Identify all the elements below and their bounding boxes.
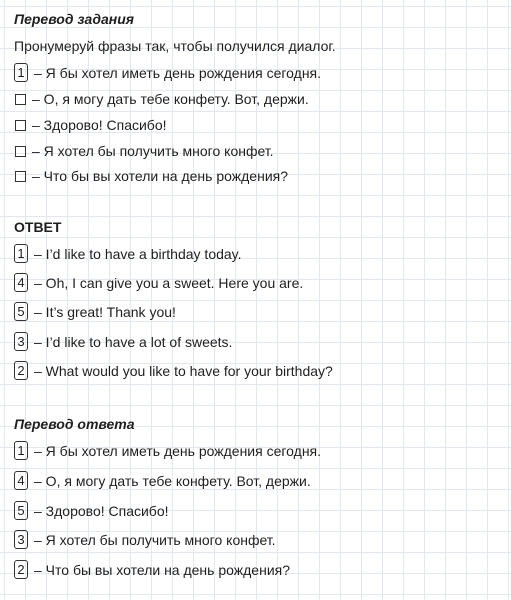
- task-line-text: – О, я могу дать тебе конфету. Вот, держи.: [32, 91, 309, 107]
- translation-line-4: [14, 530, 276, 549]
- translation-line-text: – Я хотел бы получить много конфет.: [34, 531, 276, 548]
- answer-line-text: – Oh, I can give you a sweet. Here you are.: [34, 274, 304, 291]
- translation-line-text: – О, я могу дать тебе конфету. Вот, держи.: [34, 472, 311, 489]
- translation-line-2: [14, 471, 311, 490]
- number-box: 5: [14, 302, 28, 321]
- translation-line-text: – Я бы хотел иметь день рождения сегодня.: [34, 442, 322, 459]
- empty-checkbox-icon: [15, 120, 26, 131]
- answer-line-3: [14, 302, 176, 321]
- task-line-text: – Здорово! Спасибо!: [32, 117, 167, 133]
- number-box: 1: [14, 244, 28, 263]
- number-box: 4: [14, 273, 28, 292]
- number-box: 2: [14, 560, 28, 579]
- answer-line-text: – It’s great! Thank you!: [34, 303, 176, 320]
- task-line-1: [14, 63, 321, 82]
- number-box: 5: [14, 501, 28, 520]
- answer-line-1: [14, 244, 242, 263]
- task-line-3: [14, 117, 167, 133]
- answer-line-5: [14, 361, 333, 380]
- task-line-text: – Я хотел бы получить много конфет.: [32, 143, 274, 159]
- answer-line-text: – I’d like to have a lot of sweets.: [34, 333, 233, 350]
- number-box: 1: [14, 63, 28, 82]
- task-line-text: – Что бы вы хотели на день рождения?: [32, 168, 289, 184]
- answer-line-text: – What would you like to have for your birthday?: [34, 362, 333, 379]
- answer-heading: ОТВЕТ: [14, 219, 62, 235]
- translation-line-text: – Что бы вы хотели на день рождения?: [34, 561, 291, 578]
- translation-line-3: [14, 501, 169, 520]
- number-box: 2: [14, 361, 28, 380]
- translation-line-text: – Здорово! Спасибо!: [34, 502, 169, 519]
- empty-checkbox-icon: [15, 146, 26, 157]
- answer-line-text: – I’d like to have a birthday today.: [34, 245, 242, 262]
- task-line-5: [14, 168, 288, 184]
- number-box: 3: [14, 332, 28, 351]
- empty-checkbox-icon: [15, 94, 26, 105]
- answer-line-2: [14, 273, 303, 292]
- task-line-4: [14, 143, 274, 159]
- translation-line-5: [14, 560, 290, 579]
- number-box: 4: [14, 471, 28, 490]
- number-box: 1: [14, 441, 28, 460]
- number-box: 3: [14, 530, 28, 549]
- translation-line-1: [14, 441, 321, 460]
- task-line-text: – Я бы хотел иметь день рождения сегодня.: [34, 64, 322, 81]
- answer-line-4: [14, 332, 232, 351]
- task-translation-heading: Перевод задания: [14, 11, 135, 27]
- answer-translation-heading: Перевод ответа: [14, 416, 135, 432]
- task-instruction: Пронумеруй фразы так, чтобы получился диалог.: [14, 38, 336, 54]
- empty-checkbox-icon: [15, 171, 26, 182]
- task-line-2: [14, 91, 309, 107]
